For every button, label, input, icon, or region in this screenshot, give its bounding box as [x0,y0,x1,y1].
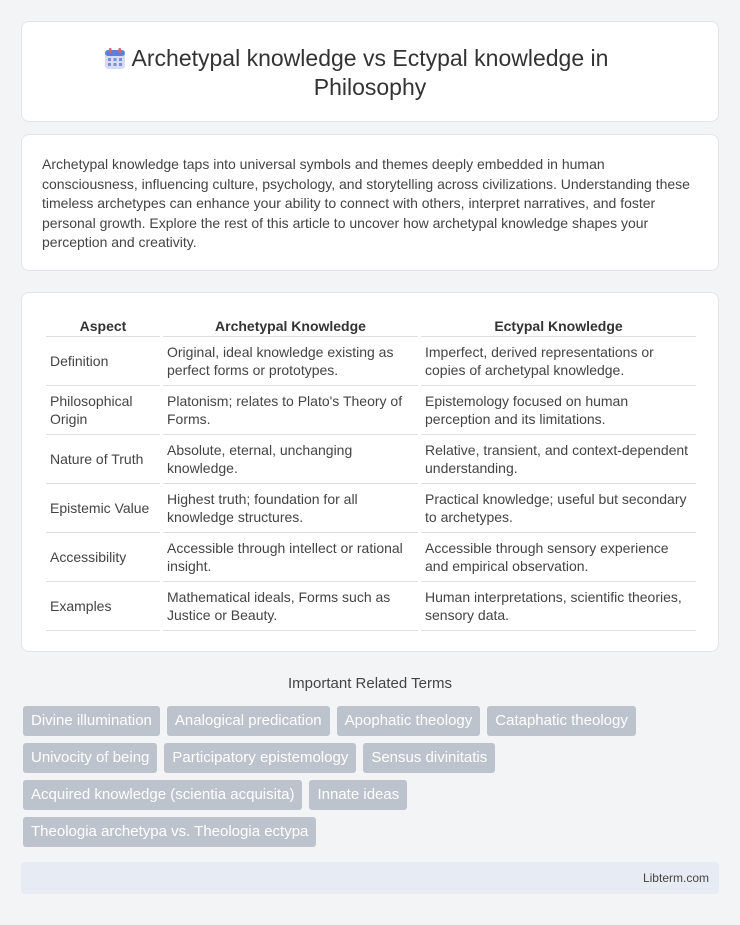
table-cell-aspect: Nature of Truth [46,435,160,484]
table-row [46,582,696,631]
table-cell-archetypal: Platonism; relates to Plato's Theory of Forms. [163,386,418,435]
table-cell-ectypal: Practical knowledge; useful but secondary to archetypes. [421,484,696,533]
tag-row [23,706,723,736]
related-term-tag[interactable]: Sensus divinitatis [363,743,495,773]
table-cell-aspect: Definition [46,337,160,386]
table-cell-aspect: Accessibility [46,533,160,582]
table-cell-ectypal: Relative, transient, and context-dependent understanding. [421,435,696,484]
table-cell-aspect: Examples [46,582,160,631]
tag-row [23,780,723,810]
related-term-tag[interactable]: Apophatic theology [337,706,481,736]
table-row [46,484,696,533]
header-card [21,21,719,122]
table-cell-archetypal: Absolute, eternal, unchanging knowledge. [163,435,418,484]
table-cell-aspect: Epistemic Value [46,484,160,533]
related-term-tag[interactable]: Univocity of being [23,743,157,773]
table-header-row [46,315,696,337]
column-header-archetypal: Archetypal Knowledge [163,315,418,337]
table-cell-archetypal: Accessible through intellect or rational insight. [163,533,418,582]
table-cell-ectypal: Imperfect, derived representations or copies of archetypal knowledge. [421,337,696,386]
related-term-tag[interactable]: Participatory epistemology [164,743,356,773]
tag-row [23,743,723,773]
intro-card [21,134,719,271]
related-term-tag[interactable]: Divine illumination [23,706,160,736]
related-term-tag[interactable]: Cataphatic theology [487,706,636,736]
table-row [46,337,696,386]
related-term-tag[interactable]: Innate ideas [309,780,407,810]
table-cell-archetypal: Original, ideal knowledge existing as perfect forms or prototypes. [163,337,418,386]
table-cell-ectypal: Epistemology focused on human perception and its limitations. [421,386,696,435]
related-terms-title: Important Related Terms [288,675,452,692]
tag-row [23,817,723,847]
related-terms-list [23,706,723,854]
column-header-ectypal: Ectypal Knowledge [421,315,696,337]
table-cell-ectypal: Human interpretations, scientific theories, sensory data. [421,582,696,631]
table-row [46,435,696,484]
related-term-tag[interactable]: Acquired knowledge (scientia acquisita) [23,780,302,810]
comparison-table [43,315,699,631]
related-term-tag[interactable]: Theologia archetypa vs. Theologia ectypa [23,817,316,847]
related-term-tag[interactable]: Analogical predication [167,706,330,736]
table-cell-aspect: Philosophical Origin [46,386,160,435]
table-cell-archetypal: Highest truth; foundation for all knowledge structures. [163,484,418,533]
intro-paragraph: Archetypal knowledge taps into universal symbols and themes deeply embedded in human consciousness, influencing culture, psychology, and storytelling across civilizations. Understanding these timeless archetypes can enhance your ability to connect with others, interpret narratives, and foster personal growth. Explore the rest of this article to uncover how archetypal knowledge shapes your perception and creativity. [42,156,690,251]
footer [21,862,719,894]
page-title: Archetypal knowledge vs Ectypal knowledge in Philosophy [131,45,609,100]
column-header-aspect: Aspect [46,315,160,337]
table-cell-ectypal: Accessible through sensory experience and empirical observation. [421,533,696,582]
table-cell-archetypal: Mathematical ideals, Forms such as Justice or Beauty. [163,582,418,631]
table-row [46,533,696,582]
comparison-card [21,292,719,652]
table-row [46,386,696,435]
footer-site-link[interactable]: Libterm.com [642,871,709,885]
